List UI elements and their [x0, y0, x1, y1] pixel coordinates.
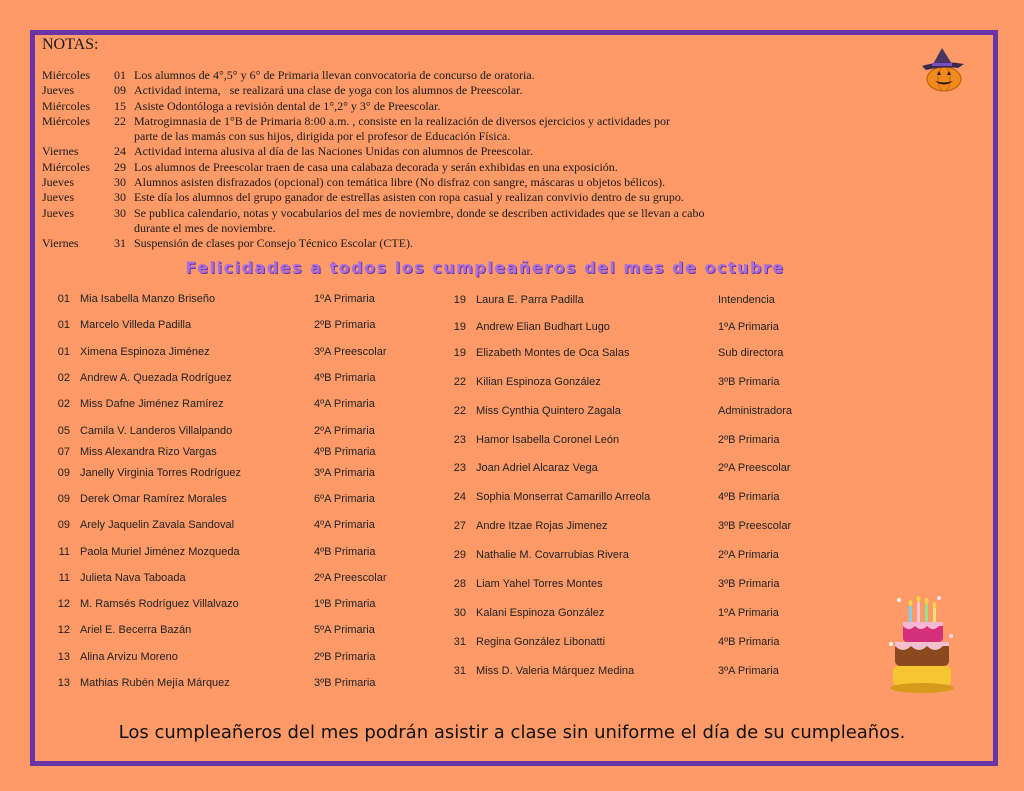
pumpkin-witch-hat-icon	[918, 46, 966, 92]
note-day: Miércoles	[42, 68, 90, 82]
birthday-day: 31	[453, 665, 466, 677]
notes-list	[42, 68, 812, 252]
birthday-name: Andrew A. Quezada Rodríguez	[80, 372, 232, 384]
birthday-day: 23	[453, 462, 466, 474]
birthday-day: 11	[58, 546, 70, 558]
note-item	[42, 175, 812, 190]
birthday-name: Paola Muriel Jiménez Mozqueda	[80, 546, 240, 558]
birthday-name: Kalani Espinoza González	[476, 607, 605, 619]
birthday-day: 05	[57, 425, 70, 437]
birthday-day: 22	[453, 405, 466, 417]
birthday-name: Joan Adriel Alcaraz Vega	[476, 462, 598, 474]
birthday-day: 02	[57, 398, 70, 410]
birthday-group: 6ºA Primaria	[314, 493, 375, 505]
birthday-group: 3ºA Primaria	[718, 665, 779, 677]
note-date: 15	[114, 98, 126, 113]
note-text: Los alumnos de 4°,5° y 6° de Primaria llevan convocatoria de concurso de oratoria.	[134, 68, 535, 82]
birthday-day: 12	[57, 624, 70, 636]
note-day: Jueves	[42, 190, 74, 205]
note-text: Suspensión de clases por Consejo Técnico Escolar (CTE).	[134, 236, 414, 251]
note-text: Asiste Odontóloga a revisión dental de 1°,2° y 3° de Preescolar.	[134, 98, 441, 113]
birthday-group: 2ºB Primaria	[314, 319, 376, 331]
birthday-name: Elizabeth Montes de Oca Salas	[476, 347, 630, 359]
birthday-day: 30	[453, 607, 466, 619]
birthday-group: 1ºA Primaria	[314, 293, 375, 305]
note-date: 01	[114, 68, 126, 82]
birthday-day: 31	[453, 636, 466, 648]
note-day: Jueves	[42, 205, 74, 220]
birthday-day: 09	[57, 467, 70, 479]
note-item	[42, 114, 812, 145]
note-date: 31	[114, 236, 126, 251]
birthday-group: 5ºA Primaria	[314, 624, 375, 636]
birthday-day: 02	[57, 372, 70, 384]
birthday-group: 1ºA Primaria	[718, 321, 779, 333]
birthday-name: M. Ramsés Rodríguez Villalvazo	[80, 598, 239, 610]
birthday-cake-icon	[885, 592, 957, 697]
note-day: Viernes	[42, 236, 79, 251]
note-date: 22	[114, 113, 126, 128]
birthday-group: 1ºA Primaria	[718, 607, 779, 619]
birthday-day: 09	[57, 519, 70, 531]
birthday-day: 22	[453, 376, 466, 388]
birthday-group: Intendencia	[718, 294, 775, 306]
note-date: 30	[114, 175, 126, 190]
note-day: Viernes	[42, 144, 79, 159]
note-day: Miércoles	[42, 159, 90, 174]
birthday-name: Marcelo Villeda Padilla	[80, 319, 192, 331]
birthday-day: 19	[453, 294, 466, 306]
birthday-name: Alina Arvizu Moreno	[80, 651, 178, 663]
birthday-group: 4ºB Primaria	[314, 546, 376, 558]
birthday-day: 24	[453, 491, 466, 503]
note-text: Actividad interna, se realizará una clase de yoga con los alumnos de Preescolar.	[134, 83, 523, 98]
birthday-group: 2ºB Primaria	[314, 651, 376, 663]
note-day: Jueves	[42, 175, 74, 190]
birthday-day: 13	[57, 651, 70, 663]
note-text: Los alumnos de Preescolar traen de casa una calabaza decorada y serán exhibidas en una exposición.	[134, 159, 618, 174]
note-text: Alumnos asisten disfrazados (opcional) con temática libre (No disfraz con sangre, máscaras u objetos bélicos).	[134, 175, 666, 190]
birthday-name: Derek Omar Ramírez Morales	[80, 493, 227, 505]
birthday-day: 23	[453, 434, 466, 446]
birthday-name: Laura E. Parra Padilla	[476, 294, 584, 306]
note-item	[42, 144, 812, 159]
birthday-group: 4ºA Primaria	[314, 398, 375, 410]
birthday-group: Sub directora	[718, 347, 784, 359]
note-date: 30	[114, 205, 126, 220]
note-text: Este día los alumnos del grupo ganador de estrellas asisten con ropa casual y realizan convivio dentro de su grupo.	[134, 190, 684, 205]
birthday-group: 2ºB Primaria	[718, 434, 780, 446]
birthday-day: 11	[58, 572, 70, 584]
birthday-name: Arely Jaquelin Zavala Sandoval	[80, 519, 235, 531]
note-text: Se publica calendario, notas y vocabularios del mes de noviembre, donde se describen actividades que se llevan a cabo durante el mes de noviembre.	[134, 205, 705, 235]
birthday-day: 28	[453, 578, 466, 590]
birthday-group: Administradora	[718, 405, 792, 417]
birthday-group: 2ºA Primaria	[718, 549, 779, 561]
birthday-group: 3ºA Preescolar	[314, 346, 387, 358]
note-day: Jueves	[42, 83, 74, 98]
birthday-name: Camila V. Landeros Villalpando	[80, 425, 233, 437]
birthday-day: 27	[453, 520, 466, 532]
note-text: Matrogimnasia de 1°B de Primaria 8:00 a.m. , consiste en la realización de diversos ejercicios y actividades por parte de las mamás con sus hijos, dirigida por el profesor de Educación Física.	[134, 113, 670, 144]
birthday-name: Miss Alexandra Rizo Vargas	[80, 446, 217, 458]
birthday-name: Ariel E. Becerra Bazán	[80, 624, 192, 636]
birthday-day: 13	[57, 677, 70, 689]
note-item	[42, 206, 812, 237]
note-item	[42, 190, 812, 205]
note-item	[42, 160, 812, 175]
footer-note: Los cumpleañeros del mes podrán asistir a clase sin uniforme el día de su cumpleaños.	[118, 722, 906, 743]
birthday-group: 3ºB Primaria	[314, 677, 376, 689]
birthday-day: 09	[57, 493, 70, 505]
note-item	[42, 83, 812, 98]
birthday-day: 12	[57, 598, 70, 610]
birthday-name: Sophia Monserrat Camarillo Arreola	[476, 491, 651, 503]
birthday-day: 01	[57, 293, 70, 305]
note-day: Miércoles	[42, 113, 90, 128]
birthday-group: 2ºA Primaria	[314, 425, 375, 437]
note-date: 30	[114, 190, 126, 205]
birthday-name: Kilian Espinoza González	[476, 376, 601, 388]
note-item	[42, 236, 812, 251]
birthday-name: Julieta Nava Taboada	[80, 572, 186, 584]
note-date: 24	[114, 144, 126, 159]
birthday-name: Andre Itzae Rojas Jimenez	[476, 520, 608, 532]
birthday-name: Mathias Rubén Mejía Márquez	[80, 677, 230, 689]
birthday-name: Andrew Elian Budhart Lugo	[476, 321, 610, 333]
birthday-name: Liam Yahel Torres Montes	[476, 578, 603, 590]
birthday-name: Regina González Libonatti	[476, 636, 606, 648]
birthday-day: 19	[453, 347, 466, 359]
birthday-day: 29	[453, 549, 466, 561]
birthday-day: 01	[57, 319, 70, 331]
birthday-group: 4ºA Primaria	[314, 519, 375, 531]
birthday-group: 3ºB Primaria	[718, 578, 780, 590]
birthday-name: Miss Dafne Jiménez Ramírez	[80, 398, 224, 410]
birthday-group: 2ºA Preescolar	[314, 572, 387, 584]
birthday-group: 4ºB Primaria	[718, 491, 780, 503]
birthday-name: Hamor Isabella Coronel León	[476, 434, 620, 446]
birthday-name: Mia Isabella Manzo Briseño	[80, 293, 216, 305]
birthday-group: 3ºB Preescolar	[718, 520, 792, 532]
birthday-group: 4ºB Primaria	[314, 446, 376, 458]
birthday-group: 2ºA Preescolar	[718, 462, 791, 474]
birthday-banner: Felicidades a todos los cumpleañeros del mes de octubre	[185, 258, 785, 277]
birthday-name: Miss D. Valeria Márquez Medina	[476, 665, 635, 677]
birthday-group: 4ºB Primaria	[314, 372, 376, 384]
note-date: 09	[114, 83, 126, 98]
note-item	[42, 68, 812, 83]
birthday-group: 3ºA Primaria	[314, 467, 375, 479]
note-item	[42, 99, 812, 114]
birthday-name: Nathalie M. Covarrubias Rivera	[476, 549, 629, 561]
birthday-name: Janelly Virginia Torres Rodríguez	[80, 467, 242, 479]
birthday-group: 3ºB Primaria	[718, 376, 780, 388]
note-date: 29	[114, 159, 126, 174]
birthday-group: 4ºB Primaria	[718, 636, 780, 648]
note-text: Actividad interna alusiva al día de las Naciones Unidas con alumnos de Preescolar.	[134, 144, 533, 159]
birthday-day: 19	[453, 321, 466, 333]
birthday-name: Miss Cynthia Quintero Zagala	[476, 405, 621, 417]
note-day: Miércoles	[42, 98, 90, 113]
birthday-group: 1ºB Primaria	[314, 598, 376, 610]
birthday-day: 07	[57, 446, 70, 458]
birthday-name: Ximena Espinoza Jiménez	[80, 346, 210, 358]
birthday-day: 01	[57, 346, 70, 358]
notes-title: NOTAS:	[42, 36, 99, 53]
